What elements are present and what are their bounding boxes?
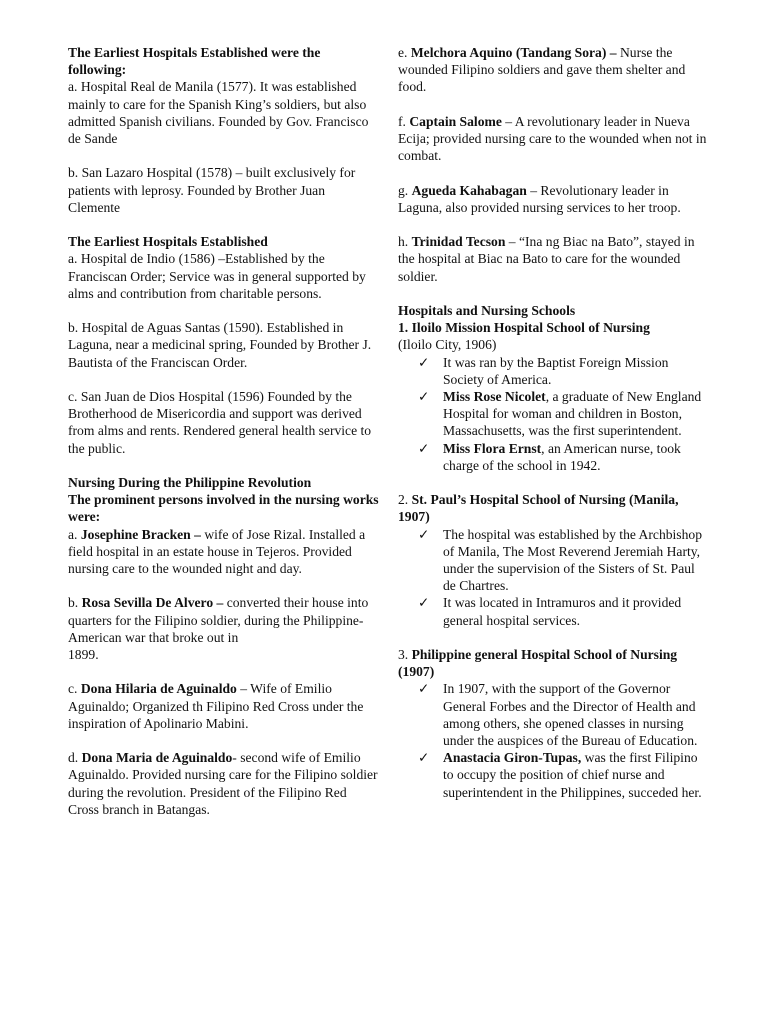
person-entry: e. Melchora Aquino (Tandang Sora) – Nurse the wounded Filipino soldiers and gave them shelter and food. bbox=[398, 45, 686, 95]
school-2-list bbox=[398, 526, 710, 629]
right-column bbox=[398, 44, 710, 801]
person-entry: d. Dona Maria de Aguinaldo- second wife of Emilio Aguinaldo. Provided nursing care for the Filipino soldier during the revolution. President of the Filipino Red Cross branch in Batangas. bbox=[68, 750, 378, 817]
person-entry: g. Agueda Kahabagan – Revolutionary leader in Laguna, also provided nursing services to her troop. bbox=[398, 182, 681, 215]
check-icon: ✓ bbox=[418, 389, 430, 404]
school-3-list bbox=[398, 680, 710, 800]
check-icon: ✓ bbox=[418, 595, 430, 611]
list-item: ✓ Miss Flora Ernst, an American nurse, took charge of the school in 1942. bbox=[418, 440, 681, 473]
section-heading: Hospitals and Nursing Schools bbox=[398, 302, 576, 318]
section-heading: Nursing During the Philippine Revolution bbox=[68, 475, 312, 490]
check-icon: ✓ bbox=[418, 681, 430, 697]
paragraph: a. Hospital Real de Manila (1577). It was established mainly to care for the Spanish King’s soldiers, but also admitted Spanish civilians. Founded by Gov. Francisco de Sande bbox=[68, 79, 369, 147]
list-item: ✓ In 1907, with the support of the Governor General Forbes and the Director of Health and among others, she opened classes in nursing under the auspices of the Bureau of Education. bbox=[418, 681, 698, 749]
section-subheading: The prominent persons involved in the nursing works were: bbox=[68, 492, 379, 525]
section-heading: The Earliest Hospitals Established were the following: bbox=[68, 45, 321, 78]
school-title: 1. Iloilo Mission Hospital School of Nursing bbox=[398, 320, 650, 336]
paragraph: c. San Juan de Dios Hospital (1596) Founded by the Brotherhood de Misericordia and support was derived from alms and rents. Rendered general health service to the public. bbox=[68, 389, 372, 456]
check-icon: ✓ bbox=[418, 354, 430, 370]
paragraph: b. Hospital de Aguas Santas (1590). Established in Laguna, near a medicinal spring, Founded by Brother J. Bautista of the Franciscan Order. bbox=[68, 320, 372, 370]
school-title: 3. Philippine general Hospital School of Nursing (1907) bbox=[398, 647, 678, 680]
school-title: 2. St. Paul’s Hospital School of Nursing (Manila, 1907) bbox=[398, 492, 679, 525]
person-entry: c. Dona Hilaria de Aguinaldo – Wife of Emilio Aguinaldo; Organized th Filipino Red Cross under the inspiration of Apolinario Mabini. bbox=[68, 681, 364, 731]
paragraph: a. Hospital de Indio (1586) –Established by the Franciscan Order; Service was in general supported by alms and contribution from charitable persons. bbox=[68, 251, 366, 301]
check-icon: ✓ bbox=[418, 750, 430, 766]
person-entry: h. Trinidad Tecson – “Ina ng Biac na Bato”, stayed in the hospital at Biac na Bato to care for the wounded soldier. bbox=[398, 234, 695, 284]
school-1-list bbox=[398, 354, 710, 474]
person-entry: b. Rosa Sevilla De Alvero – converted their house into quarters for the Filipino soldier, during the Philippine-American war that broke out in 1899. bbox=[68, 595, 369, 663]
person-entry: f. Captain Salome – A revolutionary leader in Nueva Ecija; provided nursing care to the wounded when not in combat. bbox=[398, 113, 707, 164]
school-subtitle: (Iloilo City, 1906) bbox=[398, 337, 497, 353]
check-icon: ✓ bbox=[418, 440, 430, 456]
list-item: ✓ The hospital was established by the Archbishop of Manila, The Most Reverend Jeremiah Harty, under the supervision of the Sisters of St. Paul de Chartres. bbox=[418, 526, 702, 594]
list-item: ✓ Anastacia Giron-Tupas, was the first Filipino to occupy the position of chief nurse and superintendent in the Philippines, succeded her. bbox=[418, 750, 702, 800]
list-item: ✓ Miss Rose Nicolet, a graduate of New England Hospital for woman and children in Boston, Massachusetts, was the first superintendent. bbox=[418, 389, 702, 439]
paragraph: b. San Lazaro Hospital (1578) – built exclusively for patients with leprosy. Founded by Brother Juan Clemente bbox=[68, 165, 356, 215]
section-heading: The Earliest Hospitals Established bbox=[68, 234, 268, 250]
person-entry: a. Josephine Bracken – wife of Jose Rizal. Installed a field hospital in an estate house in Tejeros. Provided nursing care to the wounded night and day. bbox=[68, 526, 366, 577]
left-column bbox=[68, 44, 380, 818]
list-item: ✓ It was located in Intramuros and it provided general hospital services. bbox=[418, 595, 682, 628]
list-item: ✓ It was ran by the Baptist Foreign Mission Society of America. bbox=[418, 354, 669, 387]
check-icon: ✓ bbox=[418, 526, 430, 542]
